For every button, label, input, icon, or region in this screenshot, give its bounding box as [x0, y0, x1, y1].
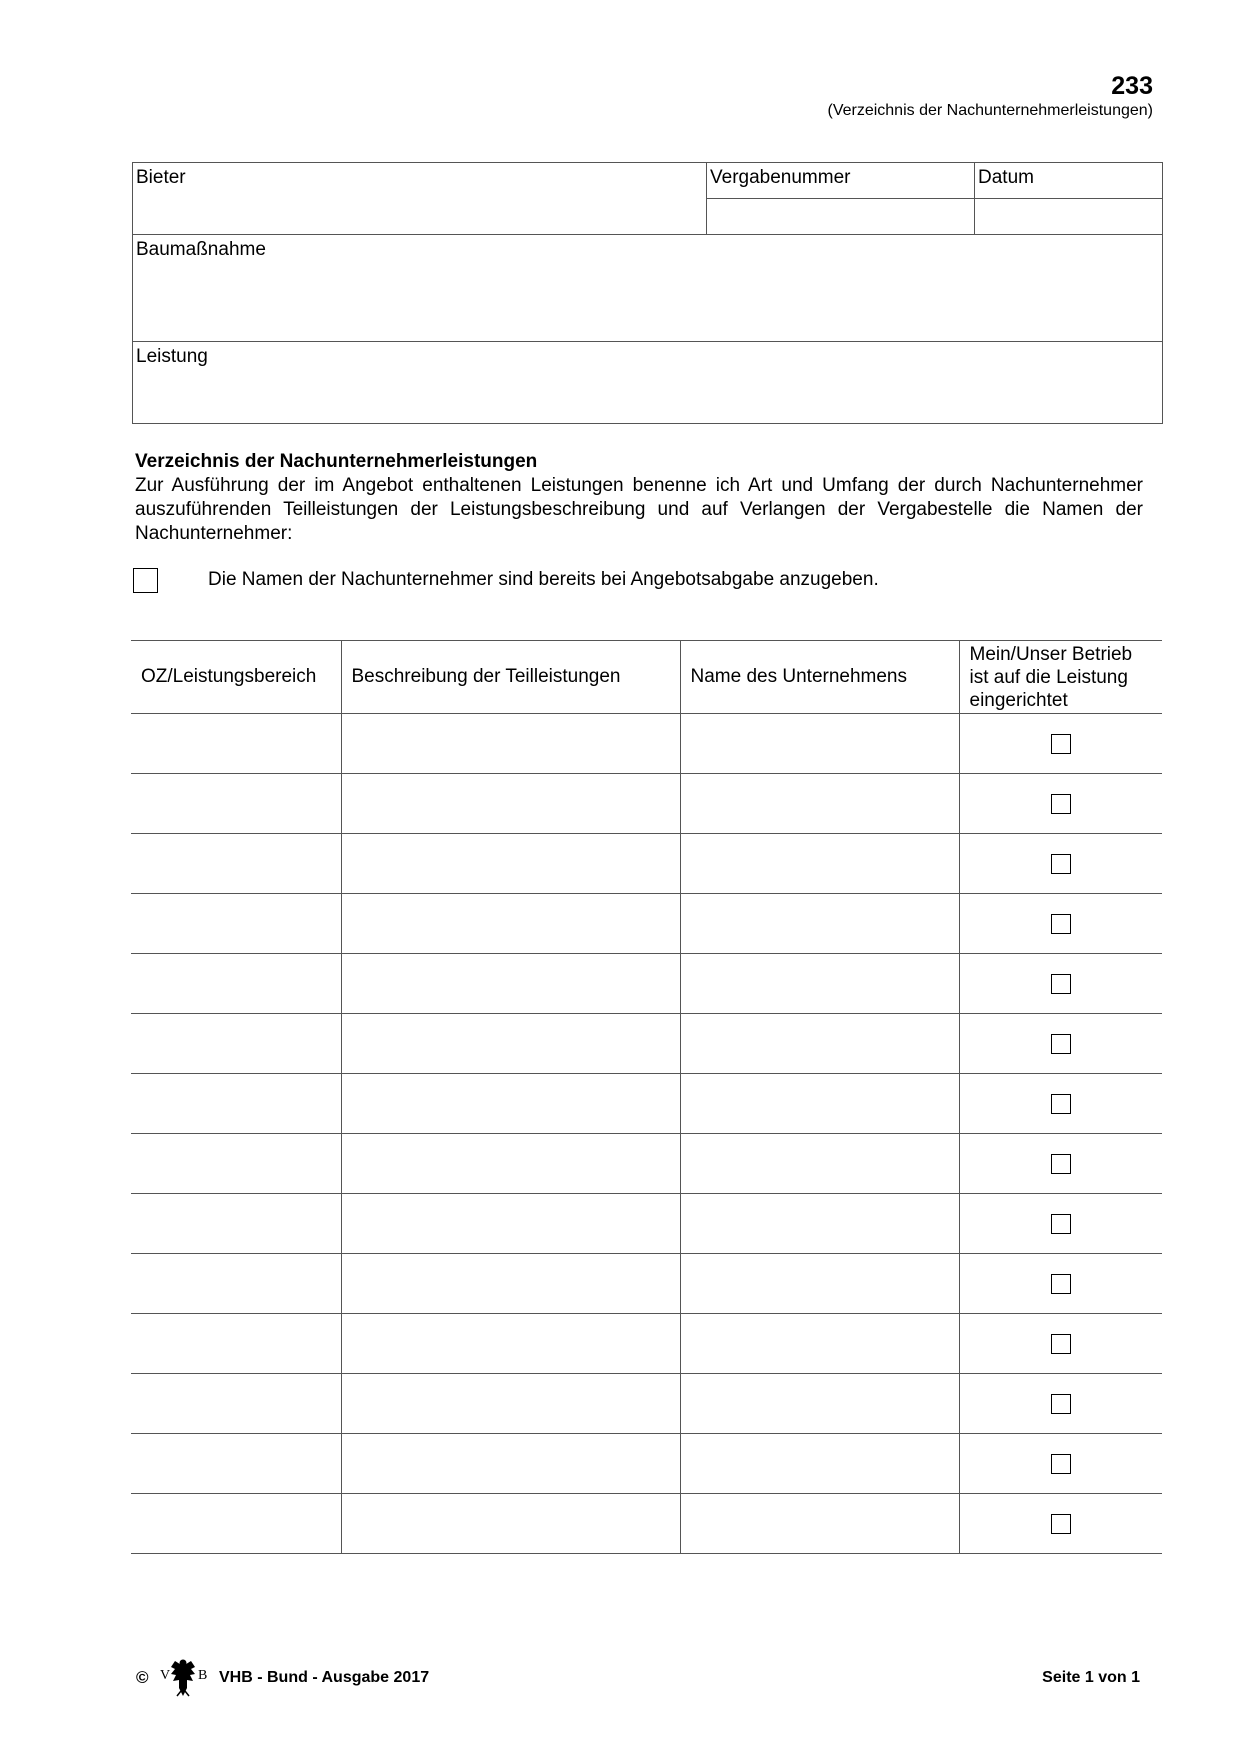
oz-cell[interactable]: [131, 894, 341, 954]
beschreibung-cell[interactable]: [341, 1254, 680, 1314]
table-row: [131, 1014, 1162, 1074]
footer-page: Seite 1 von 1: [1042, 1669, 1140, 1686]
oz-cell[interactable]: [131, 1014, 341, 1074]
unternehmen-cell[interactable]: [680, 1194, 959, 1254]
table-row: [131, 1134, 1162, 1194]
betrieb-cell: [959, 894, 1162, 954]
oz-cell[interactable]: [131, 1194, 341, 1254]
svg-text:V: V: [160, 1668, 171, 1683]
beschreibung-cell[interactable]: [341, 894, 680, 954]
unternehmen-cell[interactable]: [680, 834, 959, 894]
leistung-field[interactable]: [133, 342, 1163, 424]
betrieb-checkbox[interactable]: [1051, 914, 1071, 934]
betrieb-cell: [959, 714, 1162, 774]
oz-cell[interactable]: [131, 1134, 341, 1194]
betrieb-checkbox[interactable]: [1051, 794, 1071, 814]
beschreibung-cell[interactable]: [341, 1434, 680, 1494]
subcontractor-table: [131, 640, 1162, 1554]
betrieb-checkbox[interactable]: [1051, 1094, 1071, 1114]
bieter-field[interactable]: [133, 163, 707, 235]
section-intro: Zur Ausführung der im Angebot enthaltenen Leistungen benenne ich Art und Umfang der durch Nachunternehmer auszuführenden Teilleistungen der Leistungsbeschreibung und auf Verlangen der Vergabestelle die Namen der Nachunternehmer:: [135, 475, 1143, 544]
footer-edition: VHB - Bund - Ausgabe 2017: [219, 1669, 430, 1686]
betrieb-checkbox[interactable]: [1051, 1034, 1071, 1054]
betrieb-checkbox[interactable]: [1051, 734, 1071, 754]
column-header-betrieb: Mein/Unser Betrieb ist auf die Leistung eingerichtet: [959, 641, 1162, 714]
oz-cell[interactable]: [131, 1254, 341, 1314]
betrieb-checkbox[interactable]: [1051, 1454, 1071, 1474]
betrieb-checkbox[interactable]: [1051, 1154, 1071, 1174]
vergabenummer-field[interactable]: [707, 199, 975, 235]
beschreibung-cell[interactable]: [341, 1194, 680, 1254]
betrieb-cell: [959, 1194, 1162, 1254]
column-header-oz: OZ/Leistungsbereich: [131, 641, 341, 714]
beschreibung-cell[interactable]: [341, 714, 680, 774]
table-row: [131, 1374, 1162, 1434]
datum-field[interactable]: [975, 199, 1163, 235]
leistung-label: Leistung: [136, 346, 208, 367]
federal-eagle-logo: [160, 1655, 206, 1699]
column-header-beschreibung: Beschreibung der Teilleistungen: [341, 641, 680, 714]
betrieb-checkbox[interactable]: [1051, 1214, 1071, 1234]
betrieb-cell: [959, 1494, 1162, 1554]
form-subtitle: (Verzeichnis der Nachunternehmerleistungen): [827, 102, 1153, 119]
betrieb-checkbox[interactable]: [1051, 1394, 1071, 1414]
unternehmen-cell[interactable]: [680, 1074, 959, 1134]
betrieb-checkbox[interactable]: [1051, 974, 1071, 994]
names-required-label: Die Namen der Nachunternehmer sind bereits bei Angebotsabgabe anzugeben.: [208, 569, 879, 590]
betrieb-cell: [959, 1074, 1162, 1134]
table-row: [131, 834, 1162, 894]
table-row: [131, 894, 1162, 954]
oz-cell[interactable]: [131, 714, 341, 774]
beschreibung-cell[interactable]: [341, 954, 680, 1014]
info-table: [132, 162, 1163, 424]
form-number: 233: [1111, 72, 1153, 100]
unternehmen-cell[interactable]: [680, 1014, 959, 1074]
unternehmen-cell[interactable]: [680, 894, 959, 954]
oz-cell[interactable]: [131, 1074, 341, 1134]
oz-cell[interactable]: [131, 774, 341, 834]
betrieb-checkbox[interactable]: [1051, 1514, 1071, 1534]
oz-cell[interactable]: [131, 1314, 341, 1374]
names-required-checkbox[interactable]: [133, 568, 158, 593]
betrieb-cell: [959, 1014, 1162, 1074]
copyright-symbol: ©: [136, 1668, 149, 1687]
oz-cell[interactable]: [131, 834, 341, 894]
betrieb-cell: [959, 834, 1162, 894]
table-row: [131, 1434, 1162, 1494]
datum-label: Datum: [978, 167, 1034, 188]
betrieb-cell: [959, 1434, 1162, 1494]
table-row: [131, 1314, 1162, 1374]
betrieb-cell: [959, 954, 1162, 1014]
unternehmen-cell[interactable]: [680, 1314, 959, 1374]
table-row: [131, 714, 1162, 774]
table-row: [131, 774, 1162, 834]
betrieb-checkbox[interactable]: [1051, 1334, 1071, 1354]
svg-text:B: B: [198, 1668, 208, 1683]
section-title: Verzeichnis der Nachunternehmerleistungen: [135, 451, 538, 472]
unternehmen-cell[interactable]: [680, 1134, 959, 1194]
betrieb-cell: [959, 1254, 1162, 1314]
unternehmen-cell[interactable]: [680, 954, 959, 1014]
betrieb-cell: [959, 774, 1162, 834]
oz-cell[interactable]: [131, 1494, 341, 1554]
oz-cell[interactable]: [131, 1434, 341, 1494]
beschreibung-cell[interactable]: [341, 774, 680, 834]
oz-cell[interactable]: [131, 954, 341, 1014]
beschreibung-cell[interactable]: [341, 1014, 680, 1074]
datum-label-cell: [975, 163, 1163, 199]
oz-cell[interactable]: [131, 1374, 341, 1434]
beschreibung-cell[interactable]: [341, 1314, 680, 1374]
betrieb-checkbox[interactable]: [1051, 854, 1071, 874]
unternehmen-cell[interactable]: [680, 1434, 959, 1494]
betrieb-checkbox[interactable]: [1051, 1274, 1071, 1294]
beschreibung-cell[interactable]: [341, 1374, 680, 1434]
unternehmen-cell[interactable]: [680, 714, 959, 774]
baumassnahme-label: Baumaßnahme: [136, 239, 266, 260]
vergabenummer-label: Vergabenummer: [710, 167, 851, 188]
table-row: [131, 1494, 1162, 1554]
betrieb-cell: [959, 1134, 1162, 1194]
betrieb-cell: [959, 1374, 1162, 1434]
unternehmen-cell[interactable]: [680, 1374, 959, 1434]
bieter-label: Bieter: [136, 167, 186, 188]
beschreibung-cell[interactable]: [341, 1134, 680, 1194]
table-row: [131, 954, 1162, 1014]
vergabenummer-label-cell: [707, 163, 975, 199]
subcontractor-table-body: [131, 714, 1162, 1554]
column-header-unternehmen: Name des Unternehmens: [680, 641, 959, 714]
unternehmen-cell[interactable]: [680, 1254, 959, 1314]
beschreibung-cell[interactable]: [341, 834, 680, 894]
baumassnahme-field[interactable]: [133, 235, 1163, 342]
betrieb-cell: [959, 1314, 1162, 1374]
table-row: [131, 1074, 1162, 1134]
beschreibung-cell[interactable]: [341, 1494, 680, 1554]
table-row: [131, 1194, 1162, 1254]
table-row: [131, 1254, 1162, 1314]
unternehmen-cell[interactable]: [680, 774, 959, 834]
beschreibung-cell[interactable]: [341, 1074, 680, 1134]
unternehmen-cell[interactable]: [680, 1494, 959, 1554]
